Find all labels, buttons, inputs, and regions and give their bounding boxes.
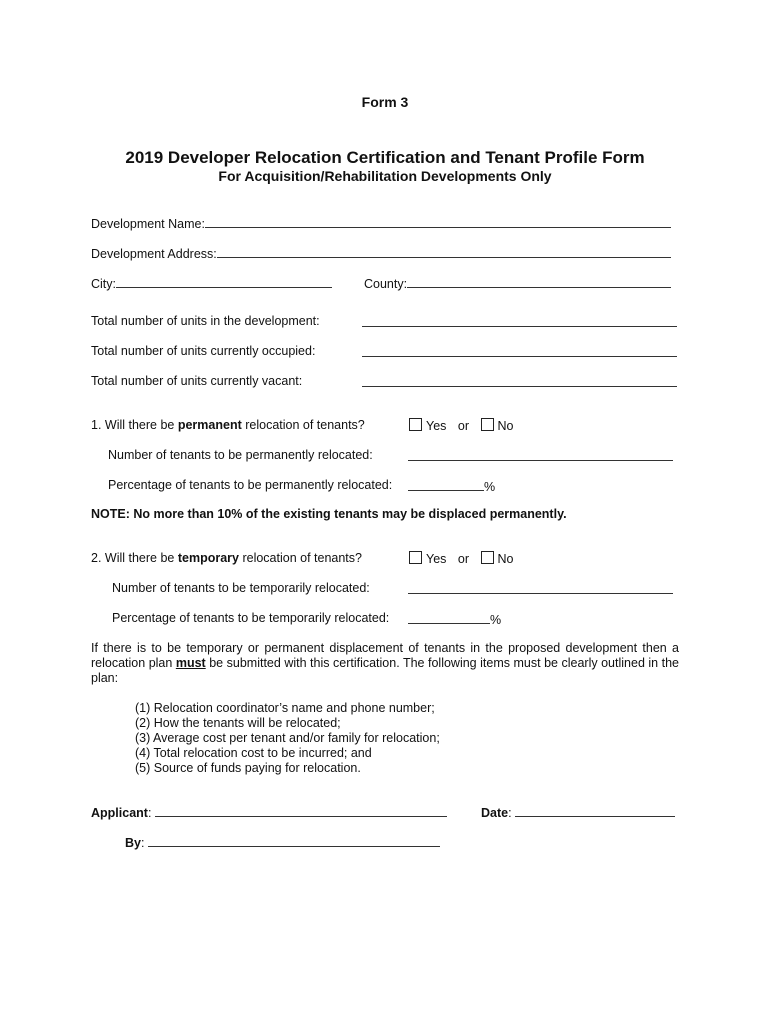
q2-percentage-label: Percentage of tenants to be temporarily relocated: (112, 611, 390, 625)
city-label: City: (91, 277, 116, 291)
q1-prefix: 1. Will there be (91, 418, 178, 432)
units-vacant-field[interactable] (362, 374, 677, 387)
q2-suffix: relocation of tenants? (238, 551, 362, 565)
q2-number-field[interactable] (408, 581, 673, 594)
displacement-note: NOTE: No more than 10% of the existing tenants may be displaced permanently. (91, 507, 567, 521)
q2-options (409, 551, 513, 566)
q1-or-label: or (457, 419, 470, 433)
q2-yes-label: Yes (426, 552, 447, 566)
by-label: By (125, 836, 141, 850)
q2-percentage-field[interactable] (408, 611, 490, 624)
q2-percentage-row (408, 611, 501, 627)
q1-options (409, 418, 513, 433)
city-field[interactable] (116, 275, 332, 288)
list-item: (4) Total relocation cost to be incurred; and (135, 746, 372, 760)
q2-yes-checkbox[interactable] (409, 551, 422, 564)
county-row (364, 275, 671, 291)
development-address-label: Development Address: (91, 247, 217, 261)
list-item: (2) How the tenants will be relocated; (135, 716, 341, 730)
date-label: Date (481, 806, 509, 820)
q2-or-label: or (457, 552, 470, 566)
total-units-field[interactable] (362, 314, 677, 327)
applicant-colon: : (147, 806, 152, 820)
development-address-field[interactable] (217, 245, 671, 258)
date-field[interactable] (515, 804, 675, 817)
plan-text-part1: If there is to be temporary or permanent displacement of tenants in the proposed development then a relocation plan (91, 641, 679, 670)
q2-number-label: Number of tenants to be temporarily relocated: (112, 581, 370, 595)
total-units-label: Total number of units in the development: (91, 314, 320, 328)
q1-number-field[interactable] (408, 448, 673, 461)
q2-bold-term: temporary (177, 551, 239, 565)
development-address-row (91, 245, 671, 261)
q1-no-label: No (497, 419, 514, 433)
units-vacant-label: Total number of units currently vacant: (91, 374, 303, 388)
by-row (125, 834, 440, 850)
form-number: Form 3 (361, 94, 409, 110)
q1-yes-label: Yes (426, 419, 447, 433)
q2-no-label: No (497, 552, 514, 566)
applicant-label: Applicant (91, 806, 148, 820)
list-item: (5) Source of funds paying for relocation. (135, 761, 361, 775)
county-field[interactable] (407, 275, 671, 288)
development-name-row (91, 215, 671, 231)
date-row (481, 804, 675, 820)
list-item: (3) Average cost per tenant and/or family for relocation; (135, 731, 440, 745)
development-name-label: Development Name: (91, 217, 205, 231)
date-colon: : (508, 806, 512, 820)
plan-items-list (135, 701, 440, 776)
units-occupied-field[interactable] (362, 344, 677, 357)
q1-yes-checkbox[interactable] (409, 418, 422, 431)
form-subtitle: For Acquisition/Rehabilitation Developments Only (218, 168, 552, 184)
applicant-signature-field[interactable] (155, 804, 447, 817)
q1-number-label: Number of tenants to be permanently relocated: (108, 448, 373, 462)
applicant-row (91, 804, 447, 820)
q1-suffix: relocation of tenants? (241, 418, 365, 432)
q1-percentage-row (408, 478, 495, 494)
q1-percentage-label: Percentage of tenants to be permanently relocated: (108, 478, 393, 492)
list-item: (1) Relocation coordinator’s name and phone number; (135, 701, 435, 715)
by-colon: : (140, 836, 145, 850)
units-occupied-label: Total number of units currently occupied: (91, 344, 316, 358)
development-name-field[interactable] (205, 215, 671, 228)
by-signature-field[interactable] (148, 834, 440, 847)
relocation-plan-paragraph (91, 641, 679, 686)
q1-percentage-field[interactable] (408, 478, 484, 491)
city-row (91, 275, 332, 291)
q2-percent-sign: % (490, 613, 502, 627)
plan-text-emphasis: must (175, 656, 206, 670)
q2-no-checkbox[interactable] (481, 551, 494, 564)
q2-question (91, 551, 362, 565)
q1-percent-sign: % (484, 480, 496, 494)
q1-bold-term: permanent (177, 418, 242, 432)
plan-text-part2: be submitted with this certification. The following items must be clearly outlined in the plan: (91, 656, 680, 685)
county-label: County: (364, 277, 408, 291)
q2-prefix: 2. Will there be (91, 551, 178, 565)
q1-question (91, 418, 365, 432)
form-title: 2019 Developer Relocation Certification and Tenant Profile Form (125, 148, 645, 167)
q1-no-checkbox[interactable] (481, 418, 494, 431)
